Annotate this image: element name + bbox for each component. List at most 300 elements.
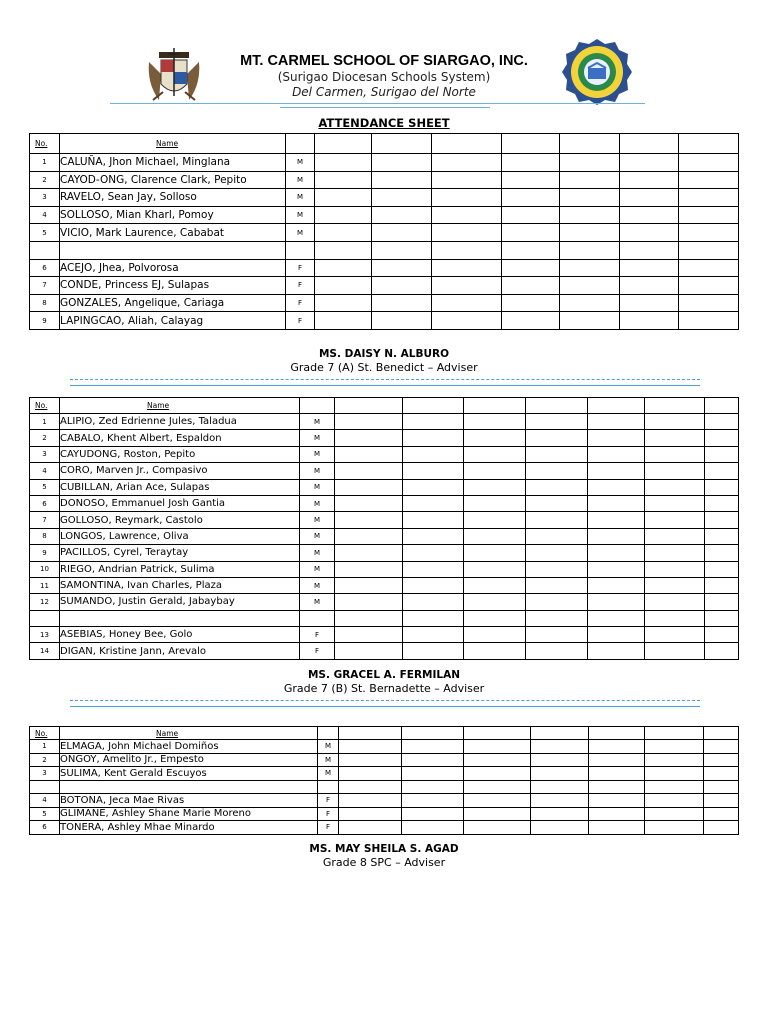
attendance-cell bbox=[432, 206, 502, 224]
attendance-cell bbox=[315, 206, 372, 224]
attendance-cell bbox=[645, 753, 704, 767]
attendance-cell bbox=[705, 643, 739, 659]
attendance-cell bbox=[464, 414, 526, 430]
attendance-cell bbox=[526, 643, 588, 659]
attendance-cell bbox=[464, 767, 531, 781]
attendance-cell bbox=[403, 594, 464, 610]
attendance-cell bbox=[588, 479, 645, 495]
attendance-cell bbox=[432, 171, 502, 189]
attendance-cell bbox=[560, 171, 620, 189]
no-column-header: No. bbox=[30, 398, 60, 414]
attendance-cell bbox=[531, 740, 589, 754]
student-sex: F bbox=[318, 821, 339, 835]
attendance-cell bbox=[705, 495, 739, 511]
attendance-cell bbox=[432, 224, 502, 242]
student-sex: F bbox=[318, 807, 339, 821]
row-number: 8 bbox=[30, 294, 60, 312]
attendance-cell bbox=[335, 643, 403, 659]
attendance-cell bbox=[645, 627, 705, 643]
student-row bbox=[30, 414, 739, 430]
attendance-cell bbox=[402, 821, 464, 835]
attendance-table-grade7a bbox=[29, 133, 739, 330]
student-sex: F bbox=[286, 312, 315, 330]
attendance-cell bbox=[335, 594, 403, 610]
attendance-cell bbox=[704, 821, 739, 835]
attendance-cell bbox=[403, 430, 464, 446]
student-sex: M bbox=[286, 171, 315, 189]
attendance-cell bbox=[679, 189, 739, 207]
attendance-cell bbox=[588, 643, 645, 659]
adviser-name: MS. DAISY N. ALBURO bbox=[318, 348, 449, 360]
attendance-cell bbox=[402, 753, 464, 767]
attendance-cell bbox=[645, 446, 705, 462]
row-number: 3 bbox=[30, 767, 60, 781]
student-sex: M bbox=[318, 740, 339, 754]
attendance-cell bbox=[432, 189, 502, 207]
attendance-cell bbox=[679, 294, 739, 312]
attendance-cell bbox=[679, 277, 739, 295]
attendance-cell bbox=[620, 171, 679, 189]
attendance-cell bbox=[704, 740, 739, 754]
student-row bbox=[30, 224, 739, 242]
attendance-cell bbox=[464, 512, 526, 528]
attendance-cell bbox=[403, 643, 464, 659]
attendance-cell bbox=[372, 189, 432, 207]
student-name: GLIMANE, Ashley Shane Marie Moreno bbox=[60, 807, 318, 821]
row-number: 5 bbox=[30, 224, 60, 242]
student-row bbox=[30, 171, 739, 189]
attendance-cell bbox=[645, 430, 705, 446]
student-name: RAVELO, Sean Jay, Solloso bbox=[60, 189, 286, 207]
attendance-cell bbox=[403, 545, 464, 561]
attendance-cell bbox=[705, 627, 739, 643]
attendance-cell bbox=[704, 753, 739, 767]
row-number bbox=[30, 780, 60, 794]
attendance-cell bbox=[560, 206, 620, 224]
row-number: 1 bbox=[30, 154, 60, 172]
row-number: 14 bbox=[30, 643, 60, 659]
attendance-cell bbox=[560, 189, 620, 207]
attendance-cell bbox=[560, 241, 620, 259]
attendance-cell bbox=[588, 512, 645, 528]
student-name: GOLLOSO, Reymark, Castolo bbox=[60, 512, 300, 528]
row-number: 4 bbox=[30, 794, 60, 808]
student-name: SUMANDO, Justin Gerald, Jabaybay bbox=[60, 594, 300, 610]
student-sex: M bbox=[300, 446, 335, 462]
student-sex: M bbox=[318, 753, 339, 767]
student-row bbox=[30, 807, 739, 821]
attendance-cell bbox=[335, 430, 403, 446]
attendance-cell bbox=[645, 479, 705, 495]
student-sex bbox=[300, 610, 335, 626]
student-sex: F bbox=[318, 794, 339, 808]
student-sex: M bbox=[300, 463, 335, 479]
divider-solid bbox=[70, 706, 700, 707]
attendance-cell bbox=[588, 561, 645, 577]
student-sex: F bbox=[286, 294, 315, 312]
attendance-cell bbox=[315, 294, 372, 312]
student-row bbox=[30, 821, 739, 835]
student-name: ELMAGA, John Michael Domiños bbox=[60, 740, 318, 754]
attendance-cell bbox=[464, 545, 526, 561]
attendance-cell bbox=[464, 577, 526, 593]
attendance-cell bbox=[502, 189, 560, 207]
student-row bbox=[30, 528, 739, 544]
student-sex: M bbox=[300, 495, 335, 511]
student-sex: M bbox=[300, 561, 335, 577]
attendance-cell bbox=[589, 780, 645, 794]
attendance-cell bbox=[705, 414, 739, 430]
attendance-cell bbox=[335, 495, 403, 511]
student-name: ONGOY, Amelito Jr., Empesto bbox=[60, 753, 318, 767]
row-number: 5 bbox=[30, 479, 60, 495]
attendance-cell bbox=[403, 577, 464, 593]
student-name: DIGAN, Kristine Jann, Arevalo bbox=[60, 643, 300, 659]
attendance-cell bbox=[645, 807, 704, 821]
attendance-cell bbox=[315, 259, 372, 277]
student-row bbox=[30, 610, 739, 626]
attendance-cell bbox=[645, 740, 704, 754]
student-sex: M bbox=[286, 224, 315, 242]
student-sex: M bbox=[300, 479, 335, 495]
attendance-cell bbox=[531, 753, 589, 767]
class-section: Grade 8 SPC – Adviser bbox=[322, 856, 446, 869]
row-number: 9 bbox=[30, 545, 60, 561]
attendance-cell bbox=[679, 259, 739, 277]
attendance-cell bbox=[403, 528, 464, 544]
student-row bbox=[30, 189, 739, 207]
attendance-cell bbox=[315, 312, 372, 330]
attendance-cell bbox=[645, 561, 705, 577]
attendance-cell bbox=[705, 512, 739, 528]
attendance-cell bbox=[502, 312, 560, 330]
attendance-cell bbox=[335, 577, 403, 593]
attendance-table-grade8spc bbox=[29, 726, 739, 835]
no-column-header: No. bbox=[30, 727, 60, 740]
student-sex: M bbox=[300, 414, 335, 430]
student-name: LAPINGCAO, Aliah, Calayag bbox=[60, 312, 286, 330]
header-rule-top bbox=[110, 103, 645, 104]
student-row bbox=[30, 561, 739, 577]
attendance-cell bbox=[620, 206, 679, 224]
row-number: 2 bbox=[30, 753, 60, 767]
row-number: 6 bbox=[30, 821, 60, 835]
attendance-cell bbox=[372, 294, 432, 312]
attendance-cell bbox=[464, 740, 531, 754]
sheet-title: ATTENDANCE SHEET bbox=[318, 116, 450, 130]
student-row bbox=[30, 512, 739, 528]
attendance-cell bbox=[339, 821, 402, 835]
attendance-cell bbox=[315, 154, 372, 172]
attendance-cell bbox=[589, 767, 645, 781]
student-name: DONOSO, Emmanuel Josh Gantia bbox=[60, 495, 300, 511]
attendance-cell bbox=[335, 610, 403, 626]
student-sex: M bbox=[300, 528, 335, 544]
student-row bbox=[30, 241, 739, 259]
school-subtitle: (Surigao Diocesan Schools System) bbox=[277, 70, 491, 84]
attendance-cell bbox=[560, 312, 620, 330]
attendance-cell bbox=[464, 495, 526, 511]
attendance-cell bbox=[645, 610, 705, 626]
attendance-cell bbox=[403, 463, 464, 479]
attendance-cell bbox=[589, 753, 645, 767]
student-name: CAYOD-ONG, Clarence Clark, Pepito bbox=[60, 171, 286, 189]
attendance-cell bbox=[589, 794, 645, 808]
student-row bbox=[30, 277, 739, 295]
attendance-cell bbox=[464, 594, 526, 610]
attendance-cell bbox=[531, 767, 589, 781]
student-name: VICIO, Mark Laurence, Cababat bbox=[60, 224, 286, 242]
student-name: CABALO, Khent Albert, Espaldon bbox=[60, 430, 300, 446]
name-column-header: Name bbox=[60, 398, 300, 414]
attendance-cell bbox=[526, 577, 588, 593]
attendance-cell bbox=[403, 479, 464, 495]
student-row bbox=[30, 294, 739, 312]
attendance-cell bbox=[588, 430, 645, 446]
row-number: 3 bbox=[30, 446, 60, 462]
attendance-cell bbox=[432, 277, 502, 295]
row-number bbox=[30, 610, 60, 626]
attendance-cell bbox=[372, 154, 432, 172]
divider-dashed bbox=[70, 379, 700, 380]
row-number: 2 bbox=[30, 430, 60, 446]
attendance-cell bbox=[560, 154, 620, 172]
attendance-cell bbox=[403, 446, 464, 462]
attendance-cell bbox=[531, 780, 589, 794]
attendance-cell bbox=[705, 561, 739, 577]
attendance-cell bbox=[526, 610, 588, 626]
attendance-cell bbox=[432, 241, 502, 259]
attendance-cell bbox=[679, 224, 739, 242]
attendance-cell bbox=[589, 821, 645, 835]
student-name: SAMONTINA, Ivan Charles, Plaza bbox=[60, 577, 300, 593]
attendance-cell bbox=[315, 171, 372, 189]
attendance-cell bbox=[402, 807, 464, 821]
attendance-cell bbox=[560, 277, 620, 295]
attendance-cell bbox=[704, 780, 739, 794]
attendance-cell bbox=[645, 577, 705, 593]
row-number: 2 bbox=[30, 171, 60, 189]
row-number: 6 bbox=[30, 495, 60, 511]
attendance-cell bbox=[464, 561, 526, 577]
attendance-cell bbox=[339, 794, 402, 808]
attendance-cell bbox=[620, 224, 679, 242]
attendance-cell bbox=[705, 479, 739, 495]
attendance-cell bbox=[315, 277, 372, 295]
divider-dashed bbox=[70, 700, 700, 701]
attendance-cell bbox=[403, 512, 464, 528]
student-sex: M bbox=[318, 767, 339, 781]
attendance-cell bbox=[704, 807, 739, 821]
attendance-cell bbox=[502, 294, 560, 312]
attendance-cell bbox=[372, 171, 432, 189]
attendance-cell bbox=[526, 430, 588, 446]
attendance-cell bbox=[315, 224, 372, 242]
attendance-cell bbox=[620, 189, 679, 207]
attendance-cell bbox=[645, 780, 704, 794]
attendance-cell bbox=[645, 545, 705, 561]
student-name bbox=[60, 610, 300, 626]
attendance-cell bbox=[705, 446, 739, 462]
attendance-cell bbox=[645, 794, 704, 808]
attendance-cell bbox=[589, 807, 645, 821]
attendance-cell bbox=[432, 312, 502, 330]
student-name: CORO, Marven Jr., Compasivo bbox=[60, 463, 300, 479]
attendance-cell bbox=[502, 206, 560, 224]
attendance-cell bbox=[705, 610, 739, 626]
attendance-cell bbox=[335, 446, 403, 462]
student-row bbox=[30, 753, 739, 767]
attendance-cell bbox=[464, 821, 531, 835]
attendance-cell bbox=[679, 312, 739, 330]
student-row bbox=[30, 430, 739, 446]
attendance-cell bbox=[432, 259, 502, 277]
attendance-cell bbox=[372, 312, 432, 330]
student-name: LONGOS, Lawrence, Oliva bbox=[60, 528, 300, 544]
student-sex: F bbox=[286, 277, 315, 295]
attendance-cell bbox=[645, 414, 705, 430]
row-number: 1 bbox=[30, 740, 60, 754]
attendance-cell bbox=[526, 561, 588, 577]
attendance-cell bbox=[372, 259, 432, 277]
row-number bbox=[30, 241, 60, 259]
class-section: Grade 7 (A) St. Benedict – Adviser bbox=[290, 361, 478, 374]
attendance-cell bbox=[645, 495, 705, 511]
attendance-cell bbox=[645, 767, 704, 781]
diocesan-crest-icon bbox=[141, 44, 207, 106]
no-column-header: No. bbox=[30, 134, 60, 154]
attendance-cell bbox=[588, 594, 645, 610]
attendance-cell bbox=[335, 479, 403, 495]
student-row bbox=[30, 479, 739, 495]
student-sex: F bbox=[300, 643, 335, 659]
attendance-cell bbox=[464, 807, 531, 821]
student-name: ALIPIO, Zed Edrienne Jules, Taladua bbox=[60, 414, 300, 430]
student-row bbox=[30, 627, 739, 643]
attendance-cell bbox=[502, 277, 560, 295]
student-sex bbox=[286, 241, 315, 259]
attendance-cell bbox=[339, 740, 402, 754]
attendance-cell bbox=[403, 561, 464, 577]
attendance-cell bbox=[372, 206, 432, 224]
attendance-cell bbox=[679, 241, 739, 259]
student-name bbox=[60, 241, 286, 259]
attendance-cell bbox=[335, 414, 403, 430]
student-row bbox=[30, 463, 739, 479]
attendance-cell bbox=[464, 430, 526, 446]
student-row bbox=[30, 780, 739, 794]
attendance-cell bbox=[705, 463, 739, 479]
attendance-cell bbox=[526, 594, 588, 610]
attendance-cell bbox=[502, 171, 560, 189]
attendance-cell bbox=[464, 528, 526, 544]
attendance-cell bbox=[705, 594, 739, 610]
row-number: 8 bbox=[30, 528, 60, 544]
attendance-cell bbox=[645, 821, 704, 835]
attendance-cell bbox=[588, 414, 645, 430]
student-name: TONERA, Ashley Mhae Minardo bbox=[60, 821, 318, 835]
attendance-cell bbox=[560, 259, 620, 277]
attendance-cell bbox=[372, 241, 432, 259]
attendance-cell bbox=[339, 780, 402, 794]
attendance-cell bbox=[560, 224, 620, 242]
student-sex: M bbox=[300, 577, 335, 593]
attendance-cell bbox=[526, 414, 588, 430]
attendance-cell bbox=[704, 794, 739, 808]
student-sex: M bbox=[300, 430, 335, 446]
attendance-cell bbox=[526, 479, 588, 495]
attendance-cell bbox=[502, 259, 560, 277]
attendance-cell bbox=[588, 545, 645, 561]
student-sex: M bbox=[286, 206, 315, 224]
student-sex: F bbox=[300, 627, 335, 643]
attendance-cell bbox=[620, 154, 679, 172]
attendance-cell bbox=[588, 463, 645, 479]
attendance-cell bbox=[464, 610, 526, 626]
attendance-cell bbox=[464, 627, 526, 643]
attendance-cell bbox=[645, 594, 705, 610]
attendance-cell bbox=[620, 312, 679, 330]
attendance-cell bbox=[526, 512, 588, 528]
attendance-cell bbox=[645, 643, 705, 659]
student-sex bbox=[318, 780, 339, 794]
class-section: Grade 7 (B) St. Bernadette – Adviser bbox=[283, 682, 485, 695]
student-row bbox=[30, 740, 739, 754]
divider-solid bbox=[70, 385, 700, 386]
attendance-cell bbox=[588, 495, 645, 511]
student-name: ASEBIAS, Honey Bee, Golo bbox=[60, 627, 300, 643]
student-row bbox=[30, 312, 739, 330]
attendance-cell bbox=[502, 154, 560, 172]
attendance-cell bbox=[403, 627, 464, 643]
attendance-cell bbox=[464, 463, 526, 479]
school-address: Del Carmen, Surigao del Norte bbox=[292, 85, 476, 99]
attendance-cell bbox=[464, 753, 531, 767]
student-sex: M bbox=[300, 545, 335, 561]
attendance-cell bbox=[464, 643, 526, 659]
name-column-header: Name bbox=[60, 727, 318, 740]
attendance-cell bbox=[705, 545, 739, 561]
student-name: PACILLOS, Cyrel, Teraytay bbox=[60, 545, 300, 561]
row-number: 5 bbox=[30, 807, 60, 821]
attendance-cell bbox=[679, 206, 739, 224]
attendance-cell bbox=[645, 463, 705, 479]
attendance-cell bbox=[432, 154, 502, 172]
attendance-cell bbox=[705, 577, 739, 593]
row-number: 10 bbox=[30, 561, 60, 577]
student-name: CALUÑA, Jhon Michael, Minglana bbox=[60, 154, 286, 172]
student-name: CAYUDONG, Roston, Pepito bbox=[60, 446, 300, 462]
student-name: CUBILLAN, Arian Ace, Sulapas bbox=[60, 479, 300, 495]
attendance-cell bbox=[402, 794, 464, 808]
attendance-cell bbox=[402, 780, 464, 794]
attendance-cell bbox=[464, 794, 531, 808]
attendance-cell bbox=[335, 463, 403, 479]
attendance-cell bbox=[705, 430, 739, 446]
attendance-cell bbox=[531, 794, 589, 808]
attendance-cell bbox=[339, 807, 402, 821]
attendance-cell bbox=[620, 259, 679, 277]
student-row bbox=[30, 545, 739, 561]
attendance-cell bbox=[526, 545, 588, 561]
row-number: 4 bbox=[30, 206, 60, 224]
row-number: 1 bbox=[30, 414, 60, 430]
attendance-cell bbox=[588, 528, 645, 544]
attendance-cell bbox=[620, 241, 679, 259]
student-row bbox=[30, 643, 739, 659]
row-number: 11 bbox=[30, 577, 60, 593]
name-column-header: Name bbox=[60, 134, 286, 154]
